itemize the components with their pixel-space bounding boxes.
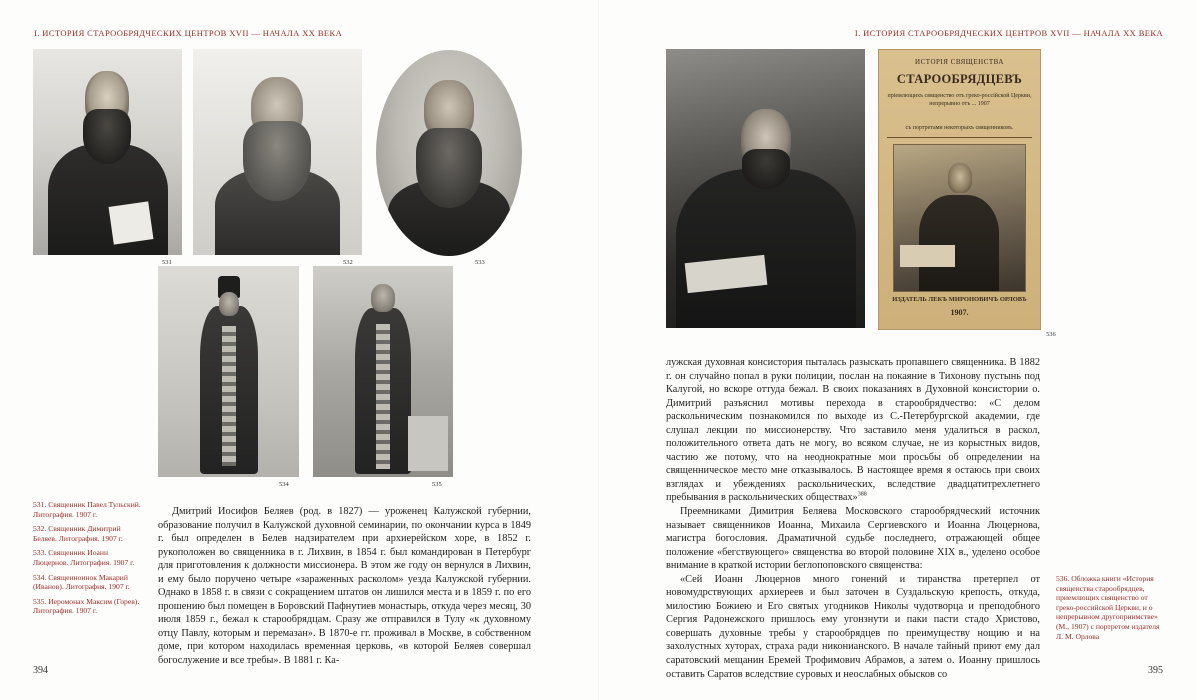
caption-536: 536. Обложка книги «История священства старообрядцев, приемлющих священство от греко-российской Церкви, и о непрерывном другоприимстве» (М., 1907) с портретом издателя Л. М. Орлова bbox=[1056, 574, 1160, 641]
fig-num-535: 535 bbox=[432, 481, 442, 488]
page-number-left: 394 bbox=[33, 665, 48, 676]
portrait-533 bbox=[376, 50, 522, 256]
portrait-534 bbox=[158, 266, 299, 477]
captions-left bbox=[33, 500, 145, 621]
paragraph: Дмитрий Иосифов Беляев (род. в 1827) — уроженец Калужской губернии, образование получил в Калужской духовной семинарии, по окончании курса в 1849 г. был определен в Белев надзирателем при архиерейском хоре, в 1852 г. рукоположен во священника в г. Лихвин, в 1854 г. был командирован в Петербург для приготовления к должности миссионера. В этом же году он вернулся в Лихвин, и ему было поручено четыре «зараженных расколом» уезда Калужской губернии. Однако в 1858 г. в связи с сокращением штатов он лишился места и в 1859 г. по его прошению был помещен в Боровский Пафнутиев монастырь, откуда через месяц, 30 июля 1859 г., бежал к старообрядцам. Сразу же отправился в Тулу «к духовному отцу Павлу, которым и перемазан». В 1870-е гг. проживал в Москве, в собственном доме, при котором находилась временная церковь, «в которой Беляев совершал богослужение и все требы». В 1881 г. Ка- bbox=[158, 506, 531, 667]
footnote-ref: 388 bbox=[857, 492, 867, 499]
right-page bbox=[599, 0, 1197, 700]
cover-line-2: СТАРООБРЯДЦЕВЪ bbox=[896, 72, 1023, 86]
paragraph: Преемниками Димитрия Беляева Московского старообрядческий источник называет священников Иоанна, Михаила Сергиевского и Иоанна Люцернова, магистра богословия. Драматичной судьбе последнего, отражающей общее положение «бегствующего» священства во второй половине XIX в., уделено особое внимание в краткой истории беглопоповского священства: bbox=[666, 506, 1040, 572]
running-head-right: I. ИСТОРИЯ СТАРООБРЯДЧЕСКИХ ЦЕНТРОВ XVII — НАЧАЛА XX ВЕКА bbox=[854, 28, 1163, 38]
cover-line-1: ИСТОРІЯ СВЯЩЕНСТВА bbox=[915, 58, 1004, 66]
caption-535: 535. Иеромонах Максим (Горев). Литография. 1907 г. bbox=[33, 596, 140, 616]
cover-publisher: ИЗДАТЕЛЬ ЛЕКЪ МИРОНОВИЧЪ ОРЛОВЪ bbox=[892, 296, 1027, 303]
body-text-left bbox=[158, 505, 531, 668]
portrait-532 bbox=[193, 49, 362, 255]
portrait-535 bbox=[313, 266, 453, 477]
body-text-right bbox=[666, 356, 1040, 681]
caption-534: 534. Священноинок Макарий (Иванов). Литография. 1907 г. bbox=[33, 572, 130, 592]
caption-531: 531. Священник Павел Тульский. Литография. 1907 г. bbox=[33, 500, 141, 519]
cover-year: 1907. bbox=[950, 308, 969, 317]
fig-num-534: 534 bbox=[279, 481, 289, 488]
fig-num-531: 531 bbox=[162, 259, 172, 266]
portrait-531 bbox=[33, 49, 182, 255]
fig-num-536: 536 bbox=[1046, 331, 1056, 338]
cover-portrait bbox=[893, 144, 1026, 292]
paragraph-quote: «Сей Иоанн Люцернов много гонений и тиранства претерпел от новомудрствующих архиереев и был заточен в Суздальскую крепость, откуда, милостию Божиею и Его святых угодников Николы чудотворца и преподобного Сергия Радонежского пришлось ему угонзнути и паки пасти стадо Христово, совершать духовные требы у старообрядцев по преимуществу нощию и на захолустных хуторах, страха ради никонианского. В начале тайный приют ему дал саратовский мещанин Еремей Трофимович Абрамов, а затем о. Иоанну пришлось оставить Саратов вследствие суровых и неослабных обысков со bbox=[666, 573, 1040, 680]
fig-num-533: 533 bbox=[475, 259, 485, 266]
paragraph: лужская духовная консистория пыталась разыскать пропавшего священника. В 1882 г. он случайно попал в руки полиции, послан на покаяние в Тихонову пустынь под Калугой, но вскоре оттуда бежал. В своих показаниях в Духовной консистории о. Димитрий разъяснил мотивы перехода в старообрядчество: «С делом раскольническим познакомился по выходе из С.-Петербургской академии, где слушал лекции по миссионерству. Что заставило меня удалиться в раскол, положительного ответа дать не могу, во всяком случае, не из корыстных видов, частию же потому, что на неоднократные мои просьбы об определении на священническое место мне отказывалось. В настоящее время я остаюсь при своих взглядах и убеждениях раскольнических, вследствие двадцатитрехлетнего пребывания в раскольнических обществах»$^{388}$ bbox=[666, 357, 1040, 504]
cover-line-3: пріемлющихъ священство отъ греко-россійской Церкви, непрерывно отъ ... 1907 bbox=[887, 93, 1032, 107]
page-number-right: 395 bbox=[1148, 665, 1163, 676]
book-cover-536 bbox=[878, 49, 1041, 330]
running-head-left: I. ИСТОРИЯ СТАРООБРЯДЧЕСКИХ ЦЕНТРОВ XVII — НАЧАЛА XX ВЕКА bbox=[34, 28, 343, 38]
portrait-large bbox=[666, 49, 865, 328]
left-page bbox=[0, 0, 598, 700]
caption-533: 533. Священник Иоанн Люцернов. Литография. 1907 г. bbox=[33, 548, 135, 567]
cover-line-4: съ портретами некоторыхъ священниковъ. bbox=[905, 125, 1014, 131]
caption-532: 532. Священник Димитрий Беляев. Литография. 1907 г. bbox=[33, 524, 123, 543]
fig-num-532: 532 bbox=[343, 259, 353, 266]
